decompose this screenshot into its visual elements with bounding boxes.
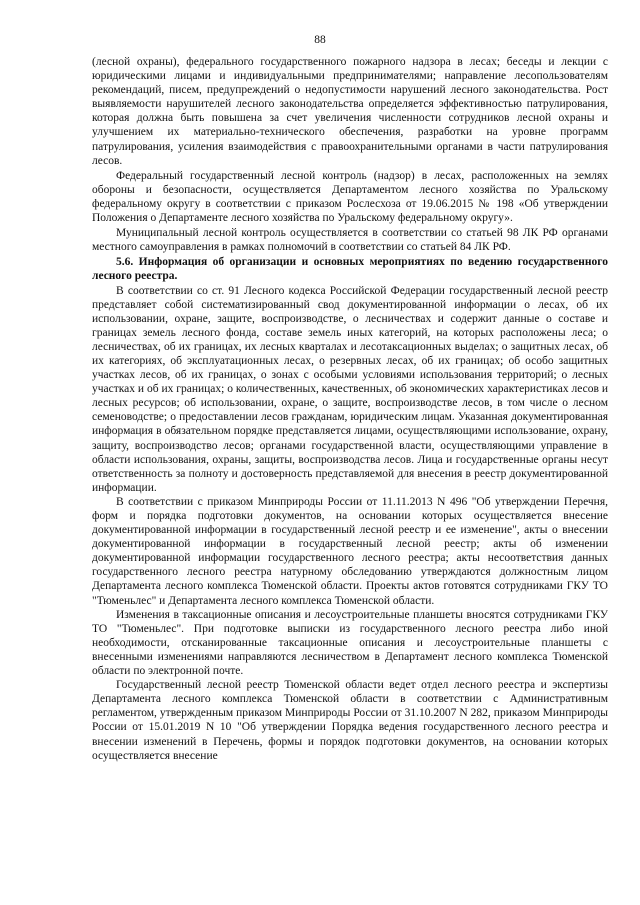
paragraph-order-496: В соответствии с приказом Минприроды России от 11.11.2013 N 496 "Об утверждении Перечня, форм и порядка подготовки документов, на основании которых осуществляется внесение документированной информации в государственный лесной реестр и ее изменение", акты о внесении документированной информации в государственный лесной реестр; акты об изменении документированной информации государственного лесного реестра; акты несоответствия данных государственного лесного реестра натурному обследованию утверждаются должностным лицом Департамента лесного комплекса Тюменской области. Проекты актов готовятся сотрудниками ГКУ ТО "Тюменьлес" и Департамента лесного комплекса Тюменской области. [92,495,608,607]
document-body [92,55,608,763]
page-number: 88 [314,34,326,46]
section-heading-5-6: 5.6. Информация об организации и основных мероприятиях по ведению государственного лесного реестра. [92,256,608,283]
paragraph-forest-patrol: (лесной охраны), федерального государственного пожарного надзора в лесах; беседы и лекции с юридическими лицами и индивидуальными предпринимателями; направление лесопользователям рекомендаций, писем, предупреждений о недопустимости нарушений лесного законодательства. Рост выявляемости нарушителей лесного законодательства определяется эффективностью патрулирования, которая должна быть повышена за счет увеличения численности сотрудников лесной охраны и улучшением их материально-технического обеспечения, разработки на уровне программ патрулирования, усиления взаимодействия с правоохранительными органами в части патрулирования лесов. [92,56,608,167]
paragraph-forest-registry-definition: В соответствии со ст. 91 Лесного кодекса Российской Федерации государственный лесной реестр представляет собой систематизированный свод документированной информации о лесах, об их использовании, охране, защите, воспроизводстве, о лесничествах и содержит данные о составе и границах земель лесного фонда, составе земель иных категорий, на которых расположены леса; о лесничествах, об их границах, их лесных кварталах и лесотаксационных выделах; о защитных лесах, об их категориях, об эксплуатационных лесах, о резервных лесах, об их границах; об особо защитных участках лесов, об их границах, о зонах с особыми условиями использования территорий; о лесных участках и об их границах; о количественных, качественных, об экономических характеристиках лесов и лесных ресурсов; об использовании, охране, о защите, воспроизводстве лесов, в том числе о лесном семеноводстве; о предоставлении лесов гражданам, юридическим лицам. Указанная документированная информация в обязательном порядке представляется лицами, осуществляющими использование, охрану, защиту, воспроизводство лесов; органами государственной власти, осуществляющими управление в области использования, охраны, защиты, воспроизводства лесов. Лица и государственные органы несут ответственность за полноту и достоверность представляемой для внесения в реестр документированной информации. [92,284,608,494]
paragraph-registry-maintenance: Государственный лесной реестр Тюменской области ведет отдел лесного реестра и экспертизы Департамента лесного комплекса Тюменской области в соответствии с Административным регламентом, утвержденным приказом Минприроды России от 31.10.2007 N 282, приказом Минприроды России от 15.01.2019 N 10 "Об утверждении Порядка ведения государственного лесного реестра и внесении изменений в Перечень, формы и порядок подготовки документов, на основании которых осуществляется внесение [92,679,608,762]
paragraph-municipal-forest-control: Муниципальный лесной контроль осуществляется в соответствии со статьей 98 ЛК РФ органами местного самоуправления в рамках полномочий в соответствии со статьей 84 ЛК РФ. [92,227,608,254]
paragraph-federal-forest-control: Федеральный государственный лесной контроль (надзор) в лесах, расположенных на землях обороны и безопасности, осуществляется Департаментом лесного хозяйства по Уральскому федеральному округу в соответствии с приказом Рослесхоза от 19.06.2015 № 198 «Об утверждении Положения о Департаменте лесного хозяйства по Уральскому федеральному округу». [92,169,608,225]
paragraph-taxation-changes: Изменения в таксационные описания и лесоустроительные планшеты вносятся сотрудниками ГКУ ТО "Тюменьлес". При подготовке выписки из государственного лесного реестра либо иной необходимости, отсканированные таксационные описания и лесоустроительные планшеты с внесенными изменениями направляются лесничеством в Департамент лесного комплекса Тюменской области по электронной почте. [92,608,608,678]
